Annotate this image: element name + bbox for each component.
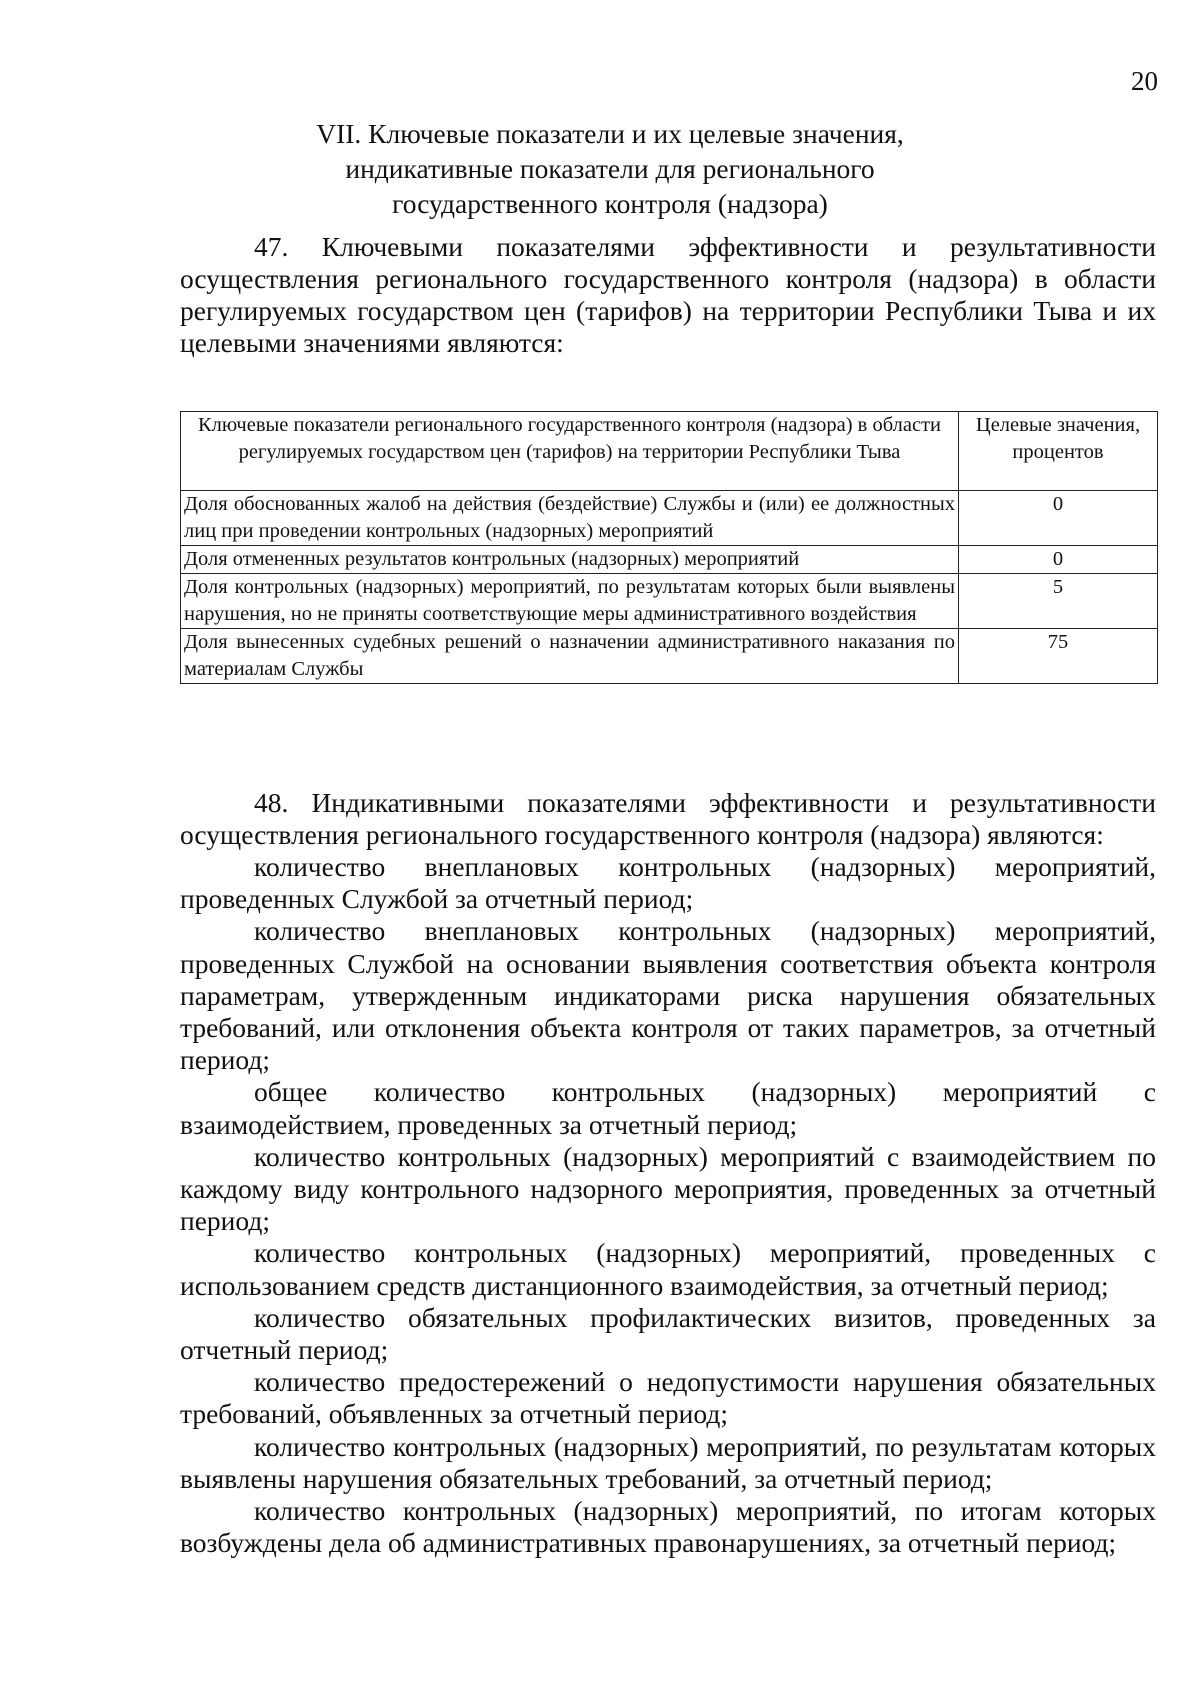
section-heading [170,116,1050,221]
table-header-target: Целевые значения, процентов [959,412,1158,491]
page-number: 20 [1131,66,1158,96]
table-cell-value: 0 [959,546,1158,574]
list-item: количество предостережений о недопустимости нарушения обязательных требований, объявленных за отчетный период; [180,1366,1156,1430]
paragraph-48: 48. Индикативными показателями эффективности и результативности осуществления регионального государственного контроля (надзора) являются: [180,787,1156,850]
paragraph-47: 47. Ключевыми показателями эффективности и результативности осуществления регионального государственного контроля (надзора) в области регулируемых государством цен (тарифов) на территории Республики Тыва и их целевыми значениями являются: [180,231,1156,358]
table-header-indicator: Ключевые показатели регионального государственного контроля (надзора) в области регулируемых государством цен (тарифов) на территории Республики Тыва [181,412,959,491]
table-header-row [181,412,1158,491]
list-item: количество контрольных (надзорных) мероприятий, проведенных с использованием средств дистанционного взаимодействия, за отчетный период; [180,1237,1156,1301]
table-row [181,574,1158,629]
list-item: количество внеплановых контрольных (надзорных) мероприятий, проведенных Службой на основании выявления соответствия объекта контроля параметрам, утвержденным индикаторами риска нарушения обязательных требований, или отклонения объекта контроля от таких параметров, за отчетный период; [180,915,1156,1076]
table-row [181,629,1158,684]
table-cell-value: 0 [959,491,1158,546]
table-cell-value: 5 [959,574,1158,629]
table-cell-indicator: Доля отмененных результатов контрольных (надзорных) мероприятий [181,546,959,574]
section-title-line: VII. Ключевые показатели и их целевые значения, [316,118,904,149]
table-cell-value: 75 [959,629,1158,684]
indicators-list [180,851,1156,1559]
list-item: количество обязательных профилактических визитов, проведенных за отчетный период; [180,1301,1156,1366]
table-row [181,546,1158,574]
list-item: количество внеплановых контрольных (надзорных) мероприятий, проведенных Службой за отчетный период; [180,851,1156,915]
table-cell-indicator: Доля вынесенных судебных решений о назначении административного наказания по материалам Службы [181,629,959,684]
table-cell-indicator: Доля контрольных (надзорных) мероприятий, по результатам которых были выявлены нарушения, но не приняты соответствующие меры административного воздействия [181,574,959,629]
list-item: количество контрольных (надзорных) мероприятий с взаимодействием по каждому виду контрольного надзорного мероприятия, проведенных за отчетный период; [180,1140,1156,1237]
key-indicators-table [180,411,1158,684]
list-item: количество контрольных (надзорных) мероприятий, по результатам которых выявлены нарушения обязательных требований, за отчетный период; [180,1430,1156,1494]
table-row [181,491,1158,546]
section-title-line: индикативные показатели для регионального [345,153,875,184]
section-title-line: государственного контроля (надзора) [392,188,828,219]
list-item: общее количество контрольных (надзорных) мероприятий с взаимодействием, проведенных за отчетный период; [180,1076,1156,1140]
table-cell-indicator: Доля обоснованных жалоб на действия (бездействие) Службы и (или) ее должностных лиц при проведении контрольных (надзорных) мероприятий [181,491,959,546]
list-item: количество контрольных (надзорных) мероприятий, по итогам которых возбуждены дела об административных правонарушениях, за отчетный период; [180,1495,1156,1559]
